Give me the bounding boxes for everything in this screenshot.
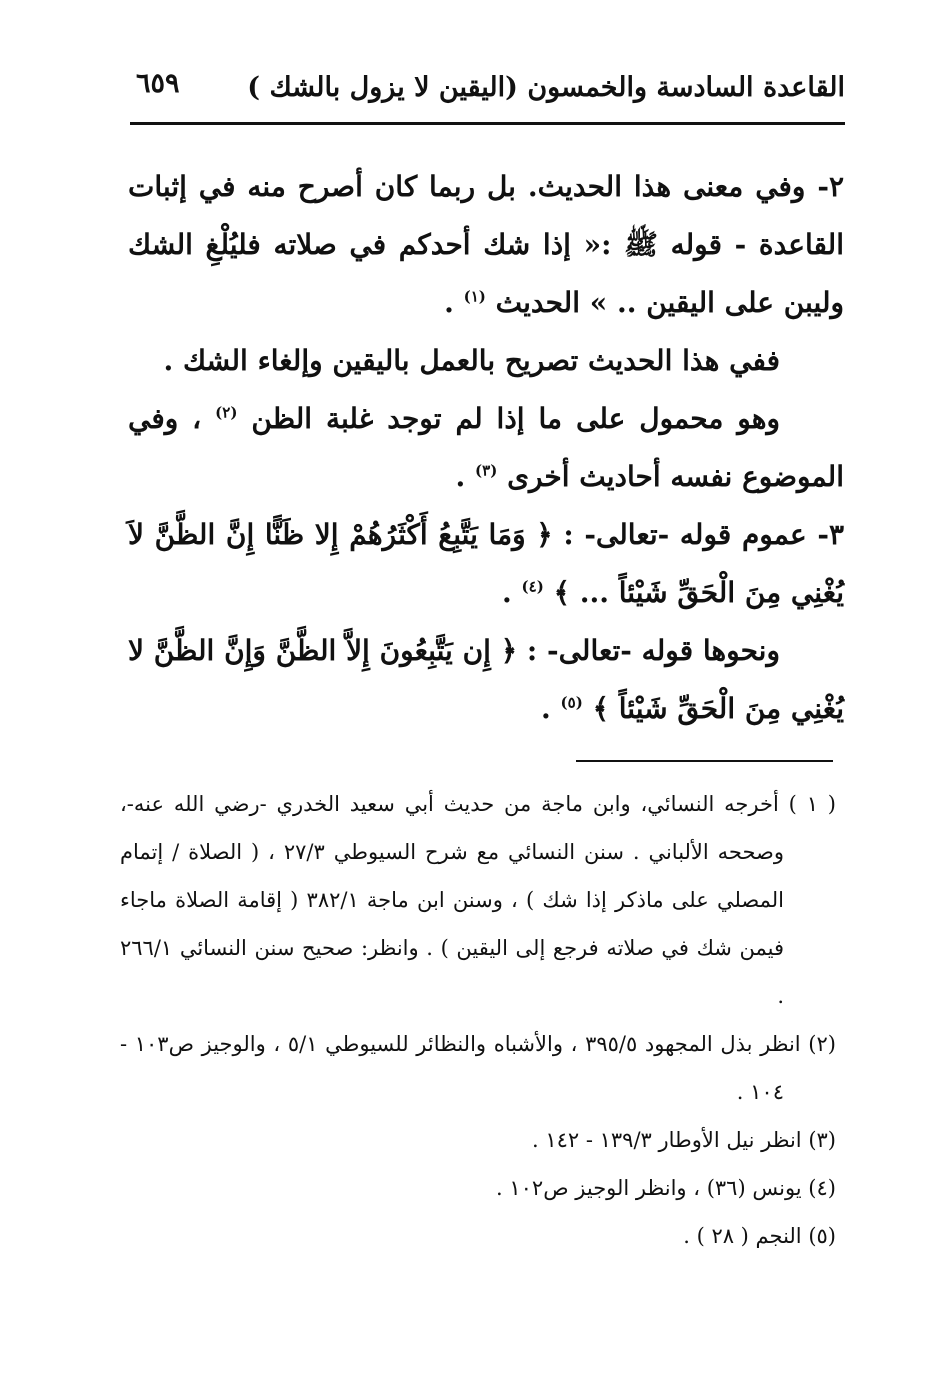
paragraph-condition-text: وهو محمول على ما إذا لم توجد غلبة الظن	[251, 402, 781, 435]
paragraph-explanation: ففي هذا الحديث تصريح بالعمل باليقين وإلغاء الشك .	[163, 344, 780, 377]
page-header	[130, 68, 845, 118]
paragraph-similar-verse-text: ونحوها قوله -تعالى- : ﴿ إِن يَتَّبِعُونَ إِلاَّ الظَّنَّ وَإِنَّ الظَّنَّ لا يُغْنِي مِنَ الْحَقِّ شَيْئاً ﴾	[128, 634, 844, 725]
paragraph-2-end: .	[444, 286, 464, 319]
footnote-ref-3: (٣)	[475, 461, 498, 480]
paragraph-3-text: ٣- عموم قوله -تعالى- : ﴿ وَمَا يَتَّبِعُ أَكْثَرُهُمْ إِلا ظَنًّا إِنَّ الظَّنَّ لاَ يُغْنِي مِنَ الْحَقِّ شَيْئاً ... ﴾	[128, 518, 844, 609]
page-number: ٦٥٩	[136, 68, 180, 99]
footnotes	[120, 780, 836, 1260]
footnote-2: (٢) انظر بذل المجهود ٣٩٥/٥ ، والأشباه والنظائر للسيوطي ٥/١ ، والوجيز ص١٠٣ - ١٠٤ .	[120, 1032, 836, 1104]
footnote-3: (٣) انظر نيل الأوطار ١٣٩/٣ - ١٤٢ .	[531, 1128, 836, 1152]
footnote-1: ( ١ ) أخرجه النسائي، وابن ماجة من حديث أبي سعيد الخدري -رضي الله عنه-، وصححه الألباني . سنن النسائي مع شرح السيوطي ٢٧/٣ ، ( الصلاة / إتمام المصلي على ماذكر إذا شك ) ، وسنن ابن ماجة ٣٨٢/١ ( إقامة الصلاة ماجاء فيمن شك في صلاته فرجع إلى اليقين ) . وانظر: صحيح سنن النسائي ٢٦٦/١ .	[120, 792, 837, 1008]
paragraph-condition-end: .	[455, 460, 476, 493]
footnote-ref-5: (٥)	[560, 693, 583, 712]
paragraph-3	[128, 506, 844, 622]
header-divider	[130, 122, 845, 125]
paragraph-3-end: .	[502, 576, 522, 609]
paragraph-2	[128, 158, 844, 332]
paragraph-similar-verse-end: .	[541, 692, 561, 725]
paragraph-condition	[128, 390, 844, 506]
footnote-divider	[576, 760, 833, 762]
paragraph-similar-verse	[128, 622, 844, 738]
running-title: القاعدة السادسة والخمسون (اليقين لا يزول بالشك )	[247, 72, 845, 103]
footnote-ref-2: (٢)	[215, 403, 238, 422]
main-text	[128, 158, 844, 738]
paragraph-condition-text-2: ، وفي الموضوع نفسه أحاديث أخرى	[128, 402, 844, 493]
footnote-4: (٤) يونس (٣٦) ، وانظر الوجيز ص١٠٢ .	[496, 1176, 836, 1200]
footnote-5: (٥) النجم ( ٢٨ ) .	[683, 1224, 836, 1248]
footnote-ref-1: (١)	[463, 287, 486, 306]
paragraph-2-text: ٢- وفي معنى هذا الحديث. بل ربما كان أصرح منه في إثبات القاعدة - قوله ﷺ :« إذا شك أحدكم في صلاته فليُلْغِ الشك وليبن على اليقين .. » الحديث	[128, 170, 844, 319]
footnote-ref-4: (٤)	[521, 577, 544, 596]
